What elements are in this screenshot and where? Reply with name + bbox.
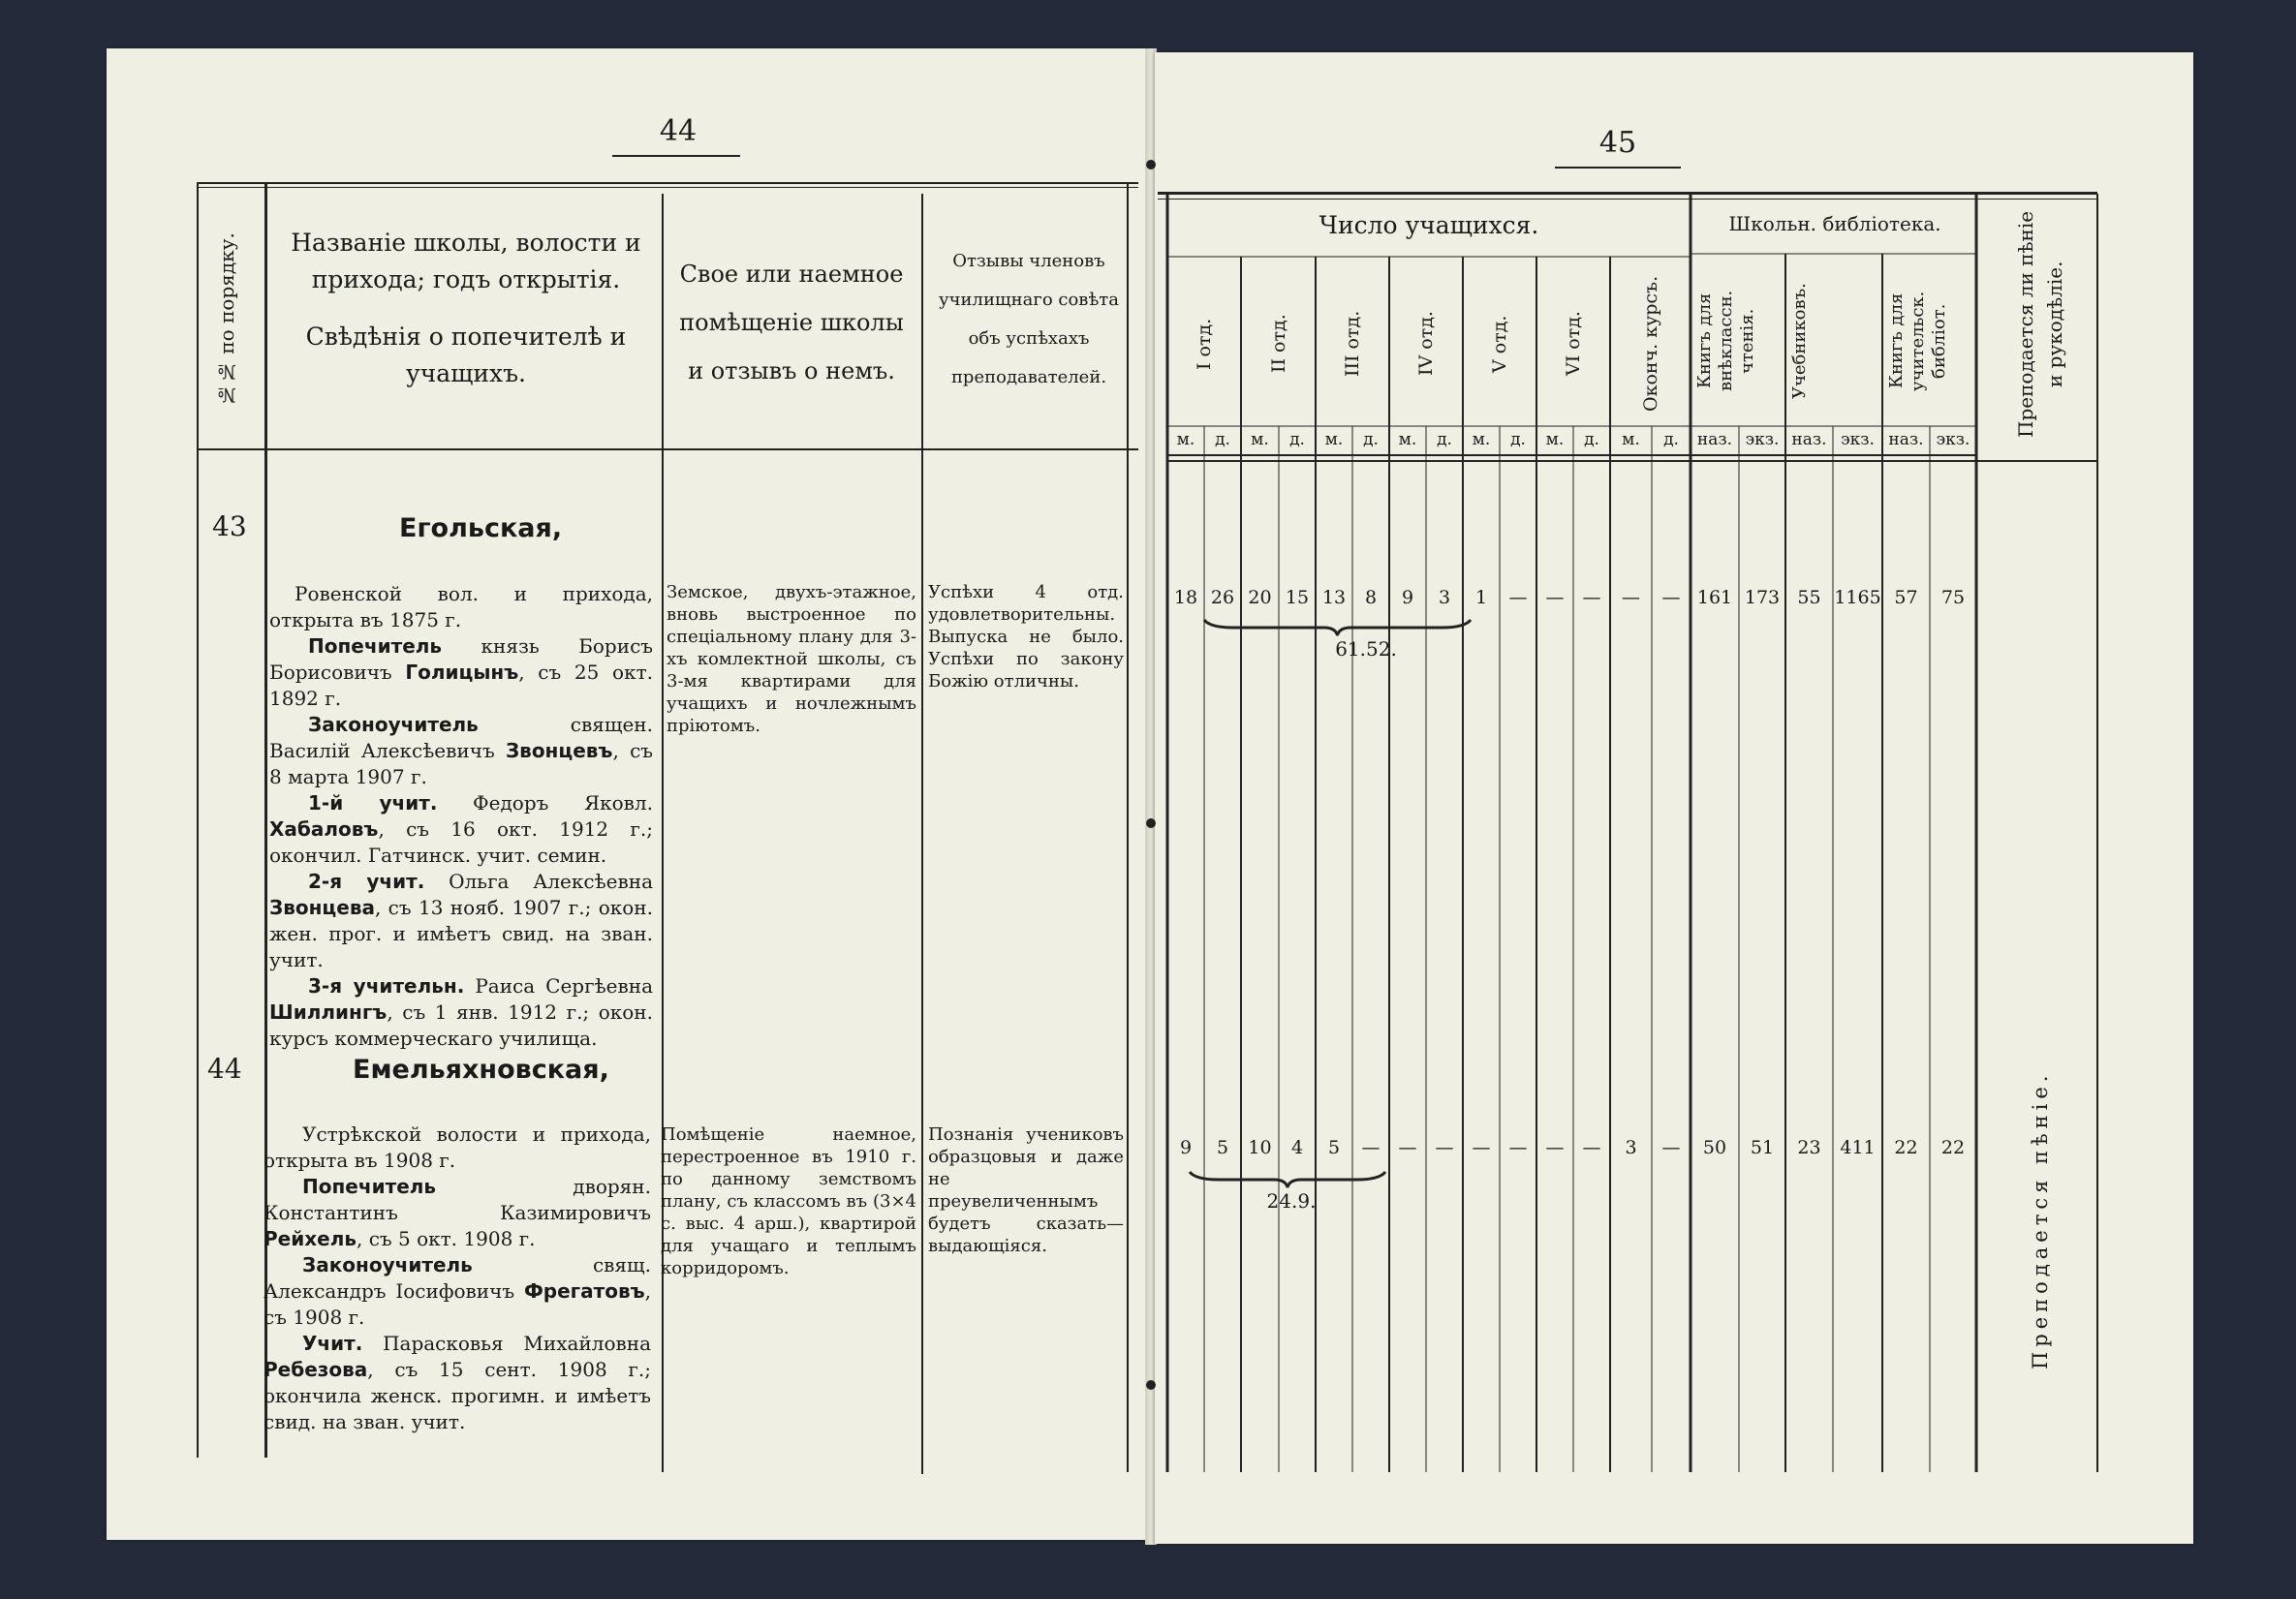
class-header: I отд. — [1194, 318, 1215, 370]
md-subheader: д. — [1215, 430, 1230, 449]
total-row-2: 24.9. — [1266, 1189, 1317, 1213]
student-count: 15 — [1285, 587, 1310, 608]
class-header: III отд. — [1342, 310, 1363, 378]
class-header: IV отд. — [1415, 311, 1437, 377]
md-subheader: м. — [1398, 430, 1417, 449]
library-count: 50 — [1702, 1137, 1727, 1158]
student-count: — — [1661, 587, 1681, 608]
student-count: 3 — [1438, 587, 1451, 608]
school-name: Егольская, — [399, 513, 563, 543]
student-count: — — [1472, 1137, 1491, 1158]
review-text: Успѣхи 4 отд. удовлетворительны. Выпуска не было. Успѣхи по закону Божію отличны. — [928, 582, 1124, 692]
library-count: 22 — [1894, 1137, 1918, 1158]
person-entry: Попечитель дворян. Константинъ Казимировичъ Рейхель, съ 5 окт. 1908 г. — [264, 1175, 651, 1250]
header-premises: Свое или наемное помѣщеніе школы и отзывъ о немъ. — [679, 261, 904, 384]
singing-note: Преподается пѣніе. — [2029, 1070, 2052, 1370]
student-count: 1 — [1474, 587, 1488, 608]
school-number: 43 — [212, 510, 247, 542]
class-header: II отд. — [1267, 314, 1289, 374]
md-subheader: д. — [1363, 430, 1379, 449]
library-header: Учебниковъ. — [1789, 283, 1810, 399]
library-subheader: экз. — [1841, 430, 1875, 449]
student-count: 3 — [1625, 1137, 1637, 1158]
library-subheader: наз. — [1696, 430, 1733, 449]
header-library: Школьн. библіотека. — [1728, 212, 1941, 235]
table-top-rule — [197, 182, 1138, 184]
page-number-right: 45 — [1598, 126, 1637, 160]
student-count: 18 — [1173, 587, 1198, 608]
col-divider — [662, 194, 664, 1472]
premises-text: Земское, двухъ-этажное, вновь выстроенное по спеціальному плану для 3-хъ комлектной школы, съ 3-мя квартирами для учащихъ и ночлежнымъ пріютомъ. — [667, 582, 916, 736]
md-subheader: м. — [1622, 430, 1640, 449]
library-subheader: наз. — [1791, 430, 1827, 449]
library-count: 55 — [1797, 587, 1821, 608]
library-header: Книгъ для учительск. библіот. — [1886, 291, 1949, 391]
md-subheader: д. — [1584, 430, 1599, 449]
school-name: Емельяхновская, — [353, 1055, 609, 1085]
class-header: Оконч. курсъ. — [1639, 275, 1661, 413]
col-divider — [197, 184, 199, 1458]
md-subheader: м. — [1472, 430, 1491, 449]
md-subheader: д. — [1437, 430, 1452, 449]
school-number: 44 — [207, 1053, 242, 1085]
header-reviews: Отзывы членовъ училищнаго совѣта объ успѣхахъ преподавателей. — [939, 251, 1119, 387]
col-divider — [921, 194, 923, 1474]
student-count: 5 — [1327, 1137, 1341, 1158]
md-subheader: д. — [1663, 430, 1679, 449]
premises-text: Помѣщеніе наемное, перестроенное въ 1910 г. по данному земствомъ плану, съ классомъ въ (3×4 с. выс. 4 арш.), квартирой для учащаго и теплымъ корридоромъ. — [661, 1124, 916, 1278]
table-top-rule-2 — [1158, 199, 2097, 200]
review-text: Познанія учениковъ образцовыя и даже не преувеличеннымъ будетъ сказать—выдающіяся. — [928, 1124, 1124, 1256]
library-count: 51 — [1750, 1137, 1775, 1158]
student-count: — — [1582, 587, 1601, 608]
library-count: 173 — [1744, 587, 1781, 608]
student-count: 9 — [1179, 1137, 1193, 1158]
school-details: Устрѣкской волости и прихода, открыта въ 1908 г. Попечитель дворян. Константинъ Казимировичъ Рейхель, съ 5 окт. 1908 г. Законоучитель свящ. Александръ Іосифовичъ Фрегатовъ, съ 1908 г. Учит. Парасковья Михайловна Ребезова, съ 15 сент. 1908 г.; окончила женск. прогимн. и имѣетъ свид. на зван. учит. — [264, 1122, 651, 1433]
table-top-rule — [1158, 192, 2097, 195]
md-subheader: м. — [1324, 430, 1344, 449]
student-count: 4 — [1290, 1137, 1304, 1158]
md-subheader: д. — [1510, 430, 1526, 449]
student-count: — — [1545, 587, 1565, 608]
library-count: 23 — [1797, 1137, 1821, 1158]
md-subheader: д. — [1289, 430, 1305, 449]
page-number-left: 44 — [659, 114, 698, 148]
person-entry: 1-й учит. Федоръ Яковл. Хабаловъ, съ 16 окт. 1912 г.; окончил. Гатчинск. учит. семин. — [269, 791, 653, 867]
page-number-rule — [1555, 167, 1681, 169]
person-entry: Учит. Парасковья Михайловна Ребезова, съ 15 сент. 1908 г.; окончила женск. прогимн. и имѣетъ свид. на зван. учит. — [264, 1332, 651, 1433]
student-count: 8 — [1364, 587, 1378, 608]
student-count: 5 — [1216, 1137, 1229, 1158]
class-header: VI отд. — [1563, 311, 1584, 377]
library-count: 22 — [1940, 1137, 1966, 1158]
student-count: 26 — [1210, 587, 1235, 608]
person-entry: 2-я учит. Ольга Алексѣевна Звонцева, съ 13 нояб. 1907 г.; окон. жен. прог. и имѣетъ свид. на зван. учит. — [269, 870, 653, 971]
student-count: — — [1545, 1137, 1565, 1158]
student-count: — — [1435, 1137, 1454, 1158]
library-count: 411 — [1840, 1137, 1876, 1158]
student-count: — — [1622, 587, 1640, 608]
library-subheader: наз. — [1888, 430, 1924, 449]
library-header: Книгъ для внѣклассн. чтенія. — [1694, 290, 1757, 392]
library-count: 57 — [1894, 587, 1918, 608]
library-count: 161 — [1696, 587, 1733, 608]
class-header: V отд. — [1489, 315, 1510, 373]
library-count: 75 — [1940, 587, 1966, 608]
student-count: — — [1508, 587, 1528, 608]
page-number-rule — [612, 155, 740, 157]
library-count: 1165 — [1834, 587, 1881, 608]
library-subheader: экз. — [1745, 430, 1780, 449]
student-count: — — [1361, 1137, 1381, 1158]
header-bottom-rule — [197, 448, 1138, 450]
student-count: 20 — [1248, 587, 1272, 608]
student-count: — — [1582, 1137, 1601, 1158]
person-entry: Попечитель князь Борисъ Борисовичъ Голицынъ, съ 25 окт. 1892 г. — [269, 634, 653, 710]
person-entry: 3-я учительн. Раиса Сергѣевна Шиллингъ, съ 1 янв. 1912 г.; окон. курсъ коммерческаго училища. — [269, 974, 654, 1050]
header-number: №№ по порядку. — [215, 232, 238, 407]
school-details: Ровенской вол. и прихода, открыта въ 1875 г. Попечитель князь Борисъ Борисовичъ Голицынъ, съ 25 окт. 1892 г. Законоучитель священ. Василій Алексѣевичъ Звонцевъ, съ 8 марта 1907 г. 1-й учит. Федоръ Яковл. Хабаловъ, съ 16 окт. 1912 г.; окончил. Гатчинск. учит. семин. 2-я учит. Ольга Алексѣевна Звонцева, съ 13 нояб. 1907 г.; окон. жен. прог. и имѣетъ свид. на зван. учит. 3-я учительн. Раиса Сергѣевна Шиллингъ, съ 1 янв. 1912 г.; окон. курсъ коммерческаго училища. — [269, 582, 654, 1050]
table-top-rule-2 — [197, 187, 1138, 188]
student-count: — — [1661, 1137, 1681, 1158]
md-subheader: м. — [1176, 430, 1195, 449]
library-subheader: экз. — [1936, 430, 1970, 449]
student-count: 9 — [1401, 587, 1414, 608]
student-count: — — [1398, 1137, 1417, 1158]
person-entry: Законоучитель священ. Василій Алексѣевичъ Звонцевъ, съ 8 марта 1907 г. — [269, 713, 654, 788]
header-students: Число учащихся. — [1319, 211, 1539, 239]
header-name: Названіе школы, волости и прихода; годъ открытія. Свѣдѣнія о попечителѣ и учащихъ. — [291, 229, 641, 387]
header-singing: Преподается ли пѣніе и рукодѣліе. — [2014, 210, 2066, 439]
student-count: — — [1508, 1137, 1528, 1158]
person-entry: Законоучитель свящ. Александръ Іосифовичъ Фрегатовъ, съ 1908 г. — [264, 1253, 651, 1329]
md-subheader: м. — [1251, 430, 1269, 449]
total-row-1: 61.52. — [1335, 637, 1397, 661]
student-count: 10 — [1248, 1137, 1272, 1158]
student-count: 13 — [1321, 587, 1347, 608]
md-subheader: м. — [1545, 430, 1565, 449]
